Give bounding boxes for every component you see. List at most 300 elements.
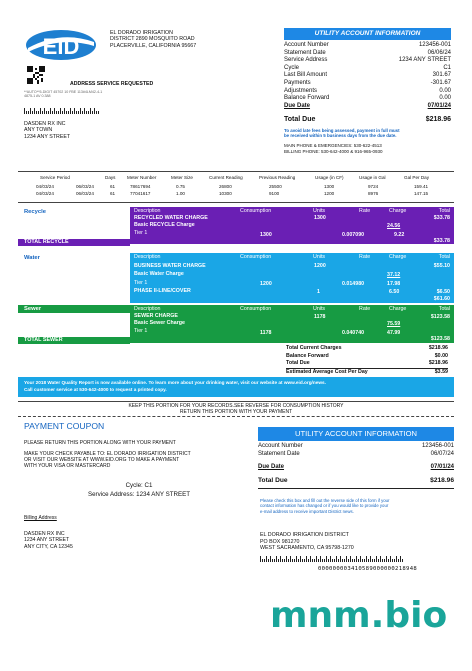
postal-barcode	[24, 108, 104, 116]
usage-cell: 06/03/24	[76, 184, 94, 189]
usage-header-previous: Previous Reading	[259, 175, 296, 180]
usage-bottom-divider	[18, 202, 454, 203]
barcode-bar	[70, 108, 71, 114]
keep-line-2: RETURN THIS PORTION WITH YOUR PAYMENT	[179, 408, 293, 415]
address-service-requested: ADDRESS SERVICE REQUESTED	[70, 81, 154, 87]
usage-cell: 1.00	[176, 191, 185, 196]
barcode-bar	[62, 111, 63, 114]
sewer-basic-amount: 75.59	[387, 321, 401, 327]
barcode-bar	[278, 559, 279, 562]
water-col-consumption: Consumption	[240, 254, 272, 260]
account-info-label: Statement Date	[284, 49, 326, 56]
water-tier-charge: 17.98	[387, 281, 401, 287]
coupon-statement-value: 06/07/24	[430, 451, 454, 458]
check-note-2: contact information has changed or if you would like to provide your	[260, 503, 389, 509]
summary-label: Balance Forward	[286, 352, 329, 359]
account-info-value: 06/06/24	[427, 49, 451, 56]
barcode-bar	[30, 108, 31, 114]
account-info-value: 0.00	[439, 87, 451, 94]
billing-line-1: DASDEN RX INC	[24, 531, 65, 537]
sewer-tier-rate: 0.040740	[342, 330, 365, 336]
billing-line-2: 1234 ANY STREET	[24, 537, 70, 544]
main-phone: MAIN PHONE & EMERGENCIES: 530-622-4513	[284, 142, 382, 148]
billing-line-3: ANY CITY, CA 12345	[24, 543, 73, 550]
account-info-rows	[284, 42, 451, 103]
barcode-bar	[290, 556, 291, 562]
tear-line-bottom	[18, 416, 454, 417]
barcode-bar	[344, 559, 345, 562]
coupon-total-value: $218.96	[430, 477, 454, 485]
recycle-tier: Tier 1	[134, 230, 148, 236]
postal-barcode-graphic	[24, 108, 104, 114]
recycle-tier-rate: 0.007090	[342, 232, 365, 238]
barcode-bar	[388, 559, 389, 562]
billing-address	[24, 531, 73, 550]
barcode-bar	[54, 108, 55, 114]
recycle-col-charge: Charge	[389, 208, 407, 214]
water-phase-amount: 6.50	[389, 289, 400, 295]
barcode-bar	[32, 111, 33, 114]
barcode-bar	[352, 559, 353, 562]
summary-label: Estimated Average Cost Per Day	[286, 368, 368, 375]
barcode-bar	[312, 559, 313, 562]
account-info-row	[284, 80, 451, 88]
barcode-bar	[40, 108, 41, 114]
account-info-row	[284, 57, 451, 65]
water-col-total: Total	[438, 254, 450, 260]
barcode-bar	[42, 111, 43, 114]
sort-line-2: 4875-1 AV 0.388	[24, 94, 51, 99]
recycle-total-label: TOTAL RECYCLE	[18, 239, 130, 246]
summary-row	[286, 368, 448, 377]
barcode-bar	[370, 556, 371, 562]
account-info-label: Service Address	[284, 57, 328, 64]
barcode-bar	[382, 559, 383, 562]
account-info-row	[284, 88, 451, 96]
coupon-statement-label: Statement Date	[258, 451, 300, 458]
summary-row	[286, 360, 448, 368]
due-date-label: Due Date	[284, 102, 311, 109]
account-info-row	[284, 42, 451, 50]
recycle-charge-total: $33.78	[433, 215, 450, 221]
eid-logo-graphic	[24, 28, 98, 62]
barcode-bar	[402, 559, 403, 562]
account-info-label: Balance Forward	[284, 95, 330, 102]
barcode-bar	[392, 559, 393, 562]
sewer-col-charge: Charge	[389, 306, 407, 312]
usage-cell: 10300	[219, 191, 232, 196]
sewer-section-label: Sewer	[18, 305, 130, 313]
company-address	[110, 30, 196, 49]
logo-text: EID	[42, 34, 80, 59]
sewer-tier-consumption: 1178	[260, 330, 272, 336]
summary-row	[286, 353, 448, 361]
barcode-bar	[334, 559, 335, 562]
summary-value: $3.59	[434, 368, 448, 375]
barcode-bar	[68, 111, 69, 114]
water-col-units: Units	[313, 254, 326, 260]
barcode-bar	[324, 559, 325, 562]
remit-line-3: WEST SACRAMENTO, CA 95798-1270	[260, 545, 354, 552]
coupon-service-info	[24, 482, 254, 499]
remit-line-2: PO BOX 981270	[260, 538, 300, 545]
sewer-col-total: Total	[438, 306, 450, 312]
barcode-bar	[92, 111, 93, 114]
coupon-cycle: Cycle: C1	[125, 482, 153, 489]
water-basic-amount: 37.12	[387, 272, 401, 278]
usage-cell: 9100	[269, 191, 280, 196]
usage-header-period: Service Period	[40, 175, 70, 180]
coupon-account-header: UTILITY ACCOUNT INFORMATION	[258, 427, 454, 441]
barcode-bar	[338, 559, 339, 562]
barcode-bar	[298, 559, 299, 562]
barcode-bar	[380, 556, 381, 562]
barcode-bar	[48, 111, 49, 114]
account-info-row	[284, 72, 451, 80]
tear-line-top	[18, 401, 454, 402]
customer-street: 1234 ANY STREET	[24, 133, 71, 140]
barcode-bar	[34, 108, 35, 114]
coupon-account-label: Account Number	[258, 443, 303, 449]
barcode-bar	[84, 108, 85, 114]
barcode-bar	[306, 556, 307, 562]
summary-value: $0.00	[434, 352, 448, 359]
barcode-bar	[376, 556, 377, 562]
barcode-bar	[374, 559, 375, 562]
usage-cell: 04/03/24	[36, 184, 54, 189]
due-date-value: 07/01/24	[427, 102, 451, 109]
total-due-value: $218.96	[425, 116, 451, 124]
usage-header-gal: Usage in Gal	[359, 175, 386, 180]
coupon-line-4: WITH YOUR VISA OR MASTERCARD	[24, 463, 111, 469]
barcode-bar	[72, 111, 73, 114]
barcode-bar	[26, 111, 27, 114]
water-phase-units: 1	[317, 289, 320, 295]
notice-line-2: Call customer service at 530-642-4000 to request a printed copy.	[24, 387, 167, 393]
keep-line-1: KEEP THIS PORTION FOR YOUR RECORDS.SEE REVERSE FOR CONSUMPTION HISTORY	[128, 403, 344, 409]
coupon-total-row	[258, 476, 454, 485]
barcode-bar	[368, 559, 369, 562]
recycle-col-description: Description	[134, 208, 161, 214]
barcode-bar	[350, 556, 351, 562]
billing-phone: BILLING PHONE: 530-642-4000 & 916-965-0930	[284, 149, 383, 155]
water-col-description: Description	[134, 254, 161, 260]
barcode-bar	[266, 556, 267, 562]
water-col-charge: Charge	[389, 254, 407, 260]
barcode-bar	[88, 111, 89, 114]
barcode-bar	[386, 556, 387, 562]
water-phase-total: $6.50	[436, 289, 450, 295]
barcode-bar	[50, 108, 51, 114]
account-info-value: C1	[443, 64, 451, 71]
barcode-bar	[346, 556, 347, 562]
sewer-col-units: Units	[313, 306, 326, 312]
barcode-bar	[284, 559, 285, 562]
account-info-header: UTILITY ACCOUNT INFORMATION	[284, 28, 451, 40]
barcode-bar	[96, 111, 97, 114]
late-fee-note	[284, 128, 451, 139]
summary-value: $218.96	[428, 360, 448, 367]
water-charges	[130, 253, 454, 303]
sewer-tier: Tier 1	[134, 328, 148, 334]
usage-cell: 78617694	[130, 184, 151, 189]
recycle-charges	[130, 207, 454, 244]
recycle-basic-charge: Basic RECYCLE Charge	[134, 222, 195, 228]
scan-line: 000000003410589000000218948	[318, 566, 418, 572]
usage-cell: 1300	[324, 184, 335, 189]
account-info-value: 0.00	[439, 95, 451, 102]
barcode-bar	[348, 559, 349, 562]
summary-label: Total Due	[286, 360, 310, 367]
usage-cell: 61	[110, 184, 116, 189]
water-charge-units: 1200	[314, 263, 326, 269]
barcode-bar	[272, 559, 273, 562]
barcode-bar	[316, 556, 317, 562]
summary-row	[286, 345, 448, 353]
barcode-bar	[302, 559, 303, 562]
water-quality-notice	[18, 377, 454, 397]
usage-cell: 61	[110, 191, 116, 196]
barcode-bar	[270, 556, 271, 562]
water-charge-name: BUSINESS WATER CHARGE	[134, 263, 206, 269]
postal-sort	[24, 90, 102, 99]
sewer-total-value: $123.58	[430, 336, 450, 342]
recycle-charge-units: 1300	[314, 215, 326, 221]
barcode-bar	[274, 559, 275, 562]
account-info-row	[284, 95, 451, 103]
barcode-bar	[362, 559, 363, 562]
late-note-2: be received within 5 business days from the due date.	[284, 133, 397, 139]
barcode-bar	[300, 556, 301, 562]
remit-line-1: EL DORADO IRRIGATION DISTRICT	[260, 532, 349, 538]
usage-cell: 9724	[368, 184, 379, 189]
barcode-bar	[76, 111, 77, 114]
usage-table	[18, 175, 454, 203]
barcode-bar	[66, 111, 67, 114]
coupon-due-row	[258, 463, 454, 471]
barcode-bar	[398, 559, 399, 562]
summary-value: $218.96	[428, 345, 448, 351]
barcode-bar	[342, 559, 343, 562]
usage-header-gpd: Gal Per Day	[404, 175, 430, 180]
sewer-col-consumption: Consumption	[240, 306, 272, 312]
usage-cell: 159.41	[414, 184, 429, 189]
usage-top-divider	[18, 171, 454, 172]
usage-cell: 04/03/24	[36, 191, 54, 196]
barcode-bar	[384, 559, 385, 562]
barcode-bar	[280, 556, 281, 562]
barcode-bar	[286, 556, 287, 562]
account-info-label: Adjustments	[284, 87, 318, 94]
barcode-bar	[332, 559, 333, 562]
customer-city: ANY TOWN	[24, 127, 53, 134]
account-info-label: Last Bill Amount	[284, 72, 328, 79]
coupon-account-row	[258, 442, 454, 450]
usage-cell: 1200	[324, 191, 335, 196]
barcode-bar	[390, 556, 391, 562]
barcode-bar	[282, 559, 283, 562]
sort-line-1: **AUTO**5-DIGIT 45702 10 FBE 113#4LM42-4-1	[24, 90, 103, 94]
recycle-tier-consumption: 1300	[260, 232, 272, 238]
barcode-bar	[364, 559, 365, 562]
company-name: EL DORADO IRRIGATION	[110, 30, 173, 36]
barcode-bar	[264, 559, 265, 562]
barcode-bar	[366, 556, 367, 562]
sewer-charges	[130, 305, 454, 343]
account-info-value: 301.67	[432, 72, 451, 79]
company-addr2: PLACERVILLE, CALIFORNIA 95667	[110, 42, 197, 49]
usage-cell: 06/03/24	[76, 191, 94, 196]
recycle-charge-name: RECYCLED WATER CHARGE	[134, 215, 208, 221]
billing-address-label: Billing Address	[24, 515, 57, 521]
barcode-bar	[292, 559, 293, 562]
barcode-bar	[58, 111, 59, 114]
recycle-tier-charge: 9.22	[394, 232, 405, 238]
barcode-bar	[328, 559, 329, 562]
barcode-bar	[94, 108, 95, 114]
barcode-bar	[354, 559, 355, 562]
water-col-rate: Rate	[359, 254, 371, 260]
water-tier-consumption: 1200	[260, 281, 272, 287]
total-due-row	[284, 116, 451, 124]
barcode-bar	[294, 559, 295, 562]
recycle-col-rate: Rate	[359, 208, 371, 214]
barcode-bar	[38, 111, 39, 114]
notice-line-1: Your 2018 Water Quality Report is now available online. To learn more about your drinking water, visit our website at www.eid.org/news.	[24, 380, 326, 385]
barcode-bar	[356, 556, 357, 562]
barcode-bar	[46, 111, 47, 114]
company-addr1: DISTRICT 2890 MOSQUITO ROAD	[110, 36, 195, 43]
sewer-tier-charge: 47.99	[387, 330, 401, 336]
barcode-bar	[308, 559, 309, 562]
usage-cell: 0.75	[176, 184, 185, 189]
barcode-bar	[276, 556, 277, 562]
sewer-basic-charge: Basic Sewer Charge	[134, 320, 185, 326]
barcode-bar	[86, 111, 87, 114]
usage-cell: 8976	[368, 191, 379, 196]
sewer-charge-units: 1178	[314, 314, 326, 320]
water-subtotal: $61.60	[433, 296, 450, 302]
recycle-total-value: $33.78	[433, 238, 450, 244]
sewer-col-rate: Rate	[359, 306, 371, 312]
barcode-bar	[322, 559, 323, 562]
summary-label: Total Current Charges	[286, 345, 342, 351]
late-note-1: To avoid late fees being assessed, payment in full must	[284, 127, 400, 133]
barcode-bar	[56, 111, 57, 114]
barcode-bar	[330, 556, 331, 562]
total-due-label: Total Due	[284, 116, 316, 124]
water-section-label: Water	[24, 255, 40, 261]
barcode-bar	[296, 556, 297, 562]
coupon-line-1: PLEASE RETURN THIS PORTION ALONG WITH YOUR PAYMENT	[24, 440, 176, 446]
remit-barcode	[260, 556, 410, 564]
account-info-value: 1234 ANY STREET	[398, 57, 451, 64]
barcode-bar	[74, 108, 75, 114]
account-info-label: Cycle	[284, 64, 300, 71]
recycle-basic-amount: 24.56	[387, 223, 401, 229]
account-info-value: -301.67	[430, 79, 451, 86]
coupon-instructions	[24, 440, 191, 469]
keep-portion-notice	[18, 404, 454, 415]
water-charge-total: $55.10	[433, 263, 450, 269]
barcode-bar	[326, 556, 327, 562]
watermark-text: mnm.bio	[270, 595, 448, 636]
barcode-bar	[80, 108, 81, 114]
remit-barcode-graphic	[260, 556, 410, 562]
barcode-bar	[90, 108, 91, 114]
barcode-bar	[98, 111, 99, 114]
check-note-1: Please check this box and fill out the reverse side of this form if your	[260, 498, 390, 503]
barcode-bar	[268, 559, 269, 562]
phone-numbers	[284, 143, 451, 156]
account-info-label: Account Number	[284, 42, 329, 48]
barcode-bar	[358, 559, 359, 562]
barcode-bar	[262, 559, 263, 562]
barcode-bar	[310, 556, 311, 562]
coupon-account-value: 123456-001	[421, 443, 454, 449]
barcode-bar	[336, 556, 337, 562]
barcode-bar	[394, 559, 395, 562]
water-tier: Tier 1	[134, 280, 148, 286]
barcode-bar	[400, 556, 401, 562]
account-info-panel	[284, 28, 451, 156]
barcode-bar	[60, 108, 61, 114]
charges-summary	[286, 345, 448, 376]
barcode-bar	[304, 559, 305, 562]
barcode-bar	[36, 111, 37, 114]
check-note-3: e-mail address to receive important District news.	[260, 508, 354, 514]
due-date-row	[284, 103, 451, 111]
usage-cell: 147.15	[414, 191, 429, 196]
water-phase-charge: PHASE II-LINE/COVER	[134, 288, 191, 294]
coupon-due-value: 07/01/24	[430, 463, 454, 470]
coupon-line-2: MAKE YOUR CHECK PAYABLE TO: EL DORADO IRRIGATION DISTRICT	[24, 451, 191, 457]
contact-change-note	[260, 498, 456, 514]
barcode-bar	[288, 559, 289, 562]
account-info-value: 123456-001	[418, 42, 451, 48]
sewer-col-description: Description	[134, 306, 161, 312]
recycle-col-units: Units	[313, 208, 326, 214]
account-info-label: Payments	[284, 79, 311, 86]
barcode-bar	[28, 111, 29, 114]
customer-address	[24, 121, 70, 140]
usage-header-days: Days	[105, 175, 116, 180]
usage-cell: 77041617	[130, 191, 151, 196]
barcode-bar	[314, 559, 315, 562]
barcode-bar	[318, 559, 319, 562]
coupon-line-3: OR VISIT OUR WEBSITE AT WWW.EID.ORG TO MAKE A PAYMENT	[24, 457, 180, 463]
remit-address	[260, 532, 354, 552]
coupon-account-panel	[258, 427, 454, 489]
barcode-bar	[320, 556, 321, 562]
barcode-bar	[260, 556, 261, 562]
customer-name: DASDEN RX INC	[24, 121, 66, 127]
usage-header-meter: Meter Number	[127, 175, 157, 180]
sewer-charge-total: $123.58	[430, 314, 450, 320]
qr-code	[27, 66, 45, 84]
barcode-bar	[360, 556, 361, 562]
coupon-due-label: Due Date	[258, 463, 285, 470]
barcode-bar	[64, 108, 65, 114]
barcode-bar	[340, 556, 341, 562]
water-tier-rate: 0.014980	[342, 281, 365, 287]
usage-header-cf: Usage (in CF)	[315, 175, 344, 180]
barcode-bar	[44, 108, 45, 114]
usage-header-current: Current Reading	[209, 175, 243, 180]
coupon-total-label: Total Due	[258, 477, 288, 485]
usage-cell: 26800	[219, 184, 232, 189]
usage-cell: 25500	[269, 184, 282, 189]
